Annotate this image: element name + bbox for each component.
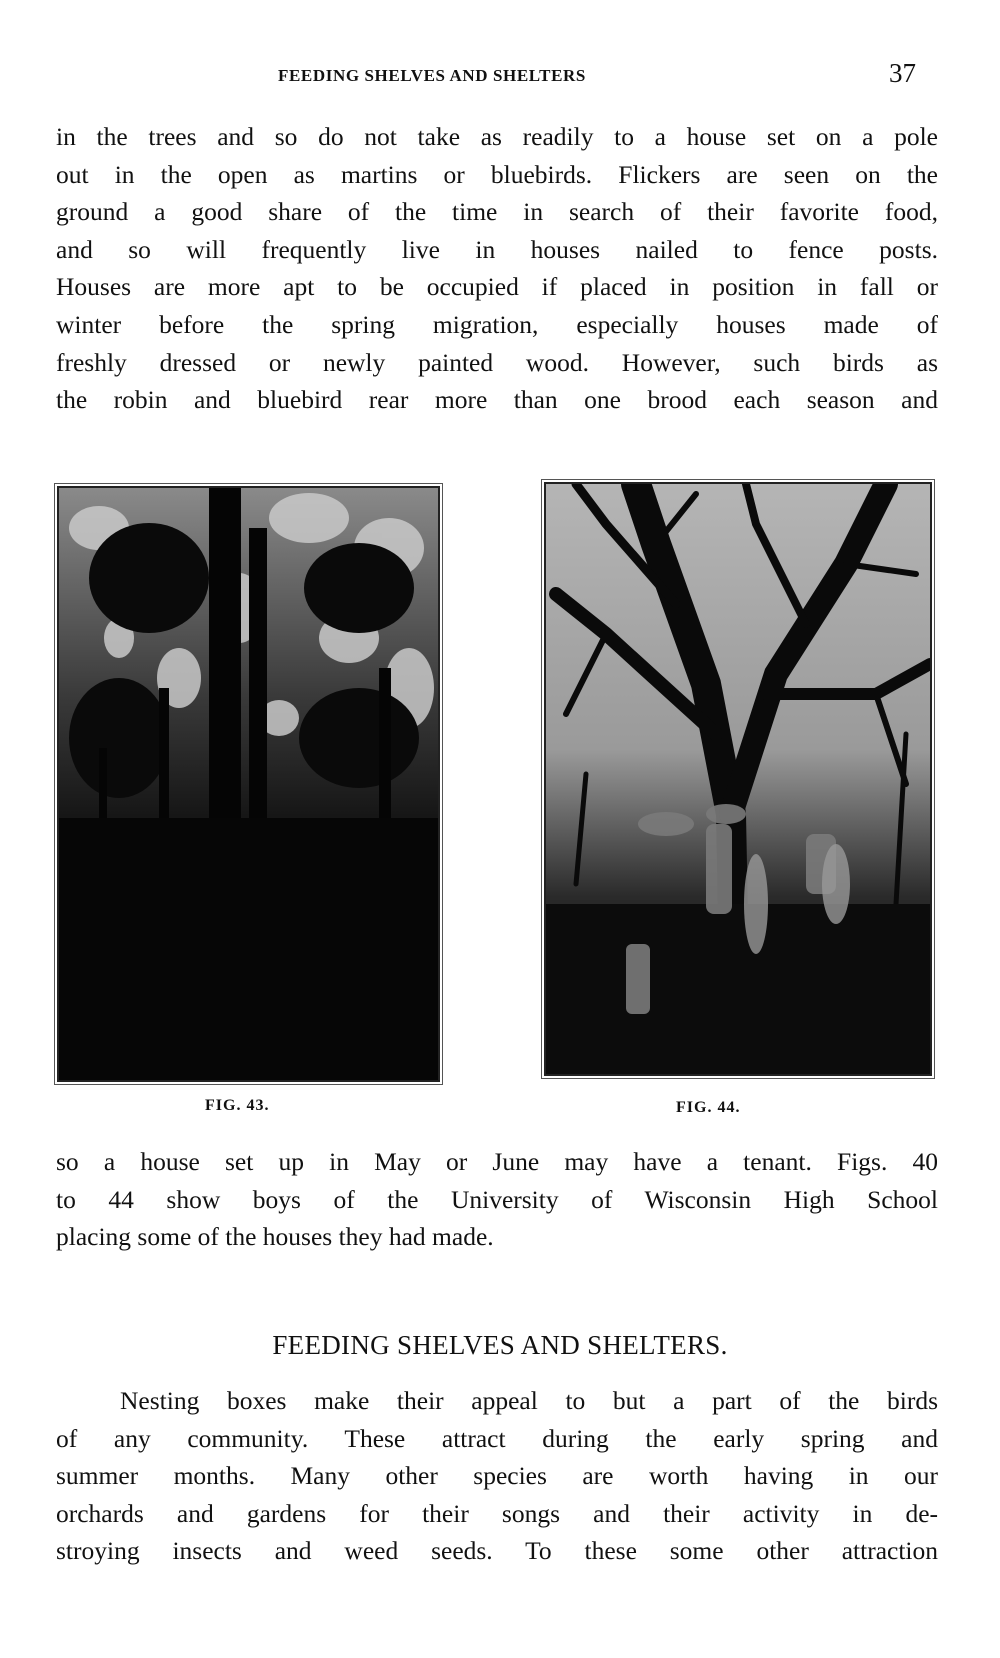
text-line: and so will frequently live in houses nailed to fence posts. — [56, 234, 938, 264]
paragraph-top — [56, 118, 938, 419]
text-line: to 44 show boys of the University of Wisconsin High School — [56, 1184, 938, 1214]
text-line: out in the open as martins or bluebirds. Flickers are seen on the — [56, 159, 938, 189]
forest-photo-image — [59, 488, 438, 1080]
section-heading: FEEDING SHELVES AND SHELTERS. — [272, 1330, 728, 1360]
paragraph-middle — [56, 1143, 938, 1256]
figure-44-photo — [544, 482, 932, 1076]
text-line: the robin and bluebird rear more than one brood each season and — [56, 385, 938, 415]
paragraph-bottom — [56, 1382, 938, 1570]
text-line: placing some of the houses they had made. — [56, 1222, 494, 1252]
text-line: so a house set up in May or June may have a tenant. Figs. 40 — [56, 1147, 938, 1176]
figure-44-caption: FIG. 44. — [676, 1099, 741, 1116]
text-line: freshly dressed or newly painted wood. However, such birds as — [56, 347, 938, 377]
text-line: in the trees and so do not take as readily to a house set on a pole — [56, 122, 938, 151]
text-line: Nesting boxes make their appeal to but a part of the birds — [120, 1386, 938, 1415]
text-line: of any community. These attract during the early spring and — [56, 1423, 938, 1453]
text-line: Houses are more apt to be occupied if placed in position in fall or — [56, 272, 938, 302]
text-line: ground a good share of the time in search of their favorite food, — [56, 197, 938, 227]
page-number: 37 — [889, 58, 916, 88]
figure-43-caption: FIG. 43. — [205, 1097, 270, 1114]
text-line: orchards and gardens for their songs and their activity in de- — [56, 1498, 938, 1528]
figure-43-photo — [57, 486, 440, 1082]
text-line: winter before the spring migration, especially houses made of — [56, 309, 938, 339]
text-line: summer months. Many other species are worth having in our — [56, 1461, 938, 1491]
running-head: FEEDING SHELVES AND SHELTERS — [278, 66, 586, 85]
text-line: stroying insects and weed seeds. To these some other attraction — [56, 1536, 938, 1566]
tree-with-boys-photo-image — [546, 484, 930, 1074]
